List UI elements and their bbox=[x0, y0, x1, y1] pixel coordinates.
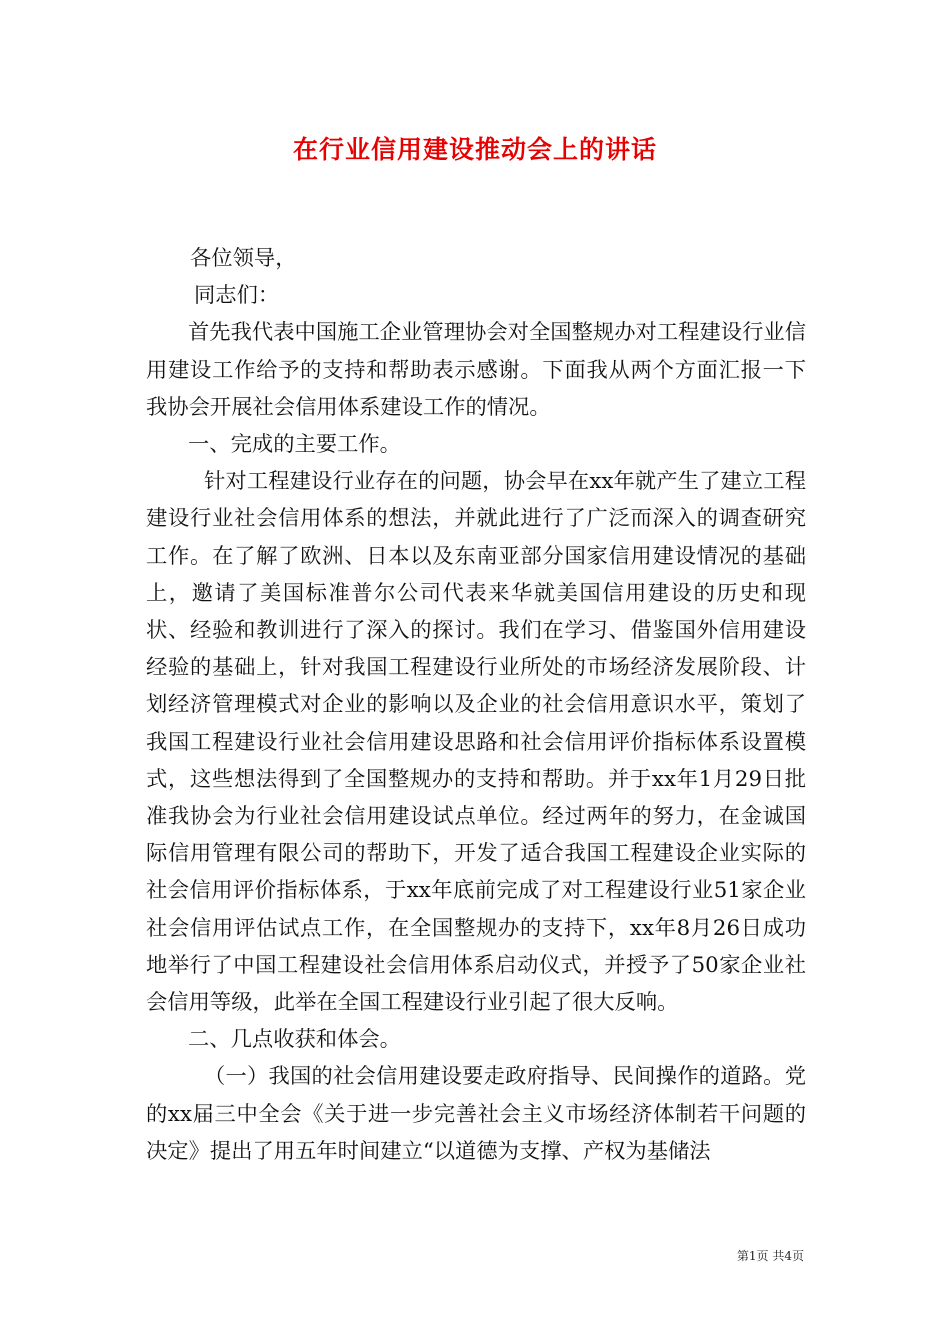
heading-section-2: 二、几点收获和体会。 bbox=[188, 1027, 401, 1053]
page-number: 第1页 共4页 bbox=[736, 1249, 804, 1263]
document-title: 在行业信用建设推动会上的讲话 bbox=[292, 135, 657, 164]
salutation-leaders: 各位领导， bbox=[190, 246, 297, 271]
document-body bbox=[146, 240, 806, 1170]
paragraph-intro: 首先我代表中国施工企业管理协会对全国整规办对工程建设行业信用建设工作给予的支持和帮助表示感谢。下面我从两个方面汇报一下我协会开展社会信用体系建设工作的情况。 bbox=[146, 320, 806, 420]
salutation-comrades: 同志们： bbox=[194, 283, 280, 309]
paragraph-section-1: 针对工程建设行业存在的问题，协会早在xx年就产生了建立工程建设行业社会信用体系的想法，并就此进行了广泛而深入的调查研究工作。在了解了欧洲、日本以及东南亚部分国家信用建设情况的基础上，邀请了美国标准普尔公司代表来华就美国信用建设的历史和现状、经验和教训进行了深入的探讨。我们在学习、借鉴国外信用建设经验的基础上，针对我国工程建设行业所处的市场经济发展阶段、计划经济管理模式对企业的影响以及企业的社会信用意识水平，策划了我国工程建设行业社会信用建设思路和社会信用评价指标体系设置模式，这些想法得到了全国整规办的支持和帮助。并于xx年1月29日批准我协会为行业社会信用建设试点单位。经过两年的努力，在金诚国际信用管理有限公司的帮助下，开发了适合我国工程建设企业实际的社会信用评价指标体系，于xx年底前完成了对工程建设行业51家企业社会信用评估试点工作，在全国整规办的支持下，xx年8月26日成功地举行了中国工程建设社会信用体系启动仪式，并授予了50家企业社会信用等级，此举在全国工程建设行业引起了很大反响。 bbox=[146, 469, 806, 1016]
heading-section-1: 一、完成的主要工作。 bbox=[188, 432, 401, 458]
paragraph-section-2-item-1: （一）我国的社会信用建设要走政府指导、民间操作的道路。党的xx届三中全会《关于进一步完善社会主义市场经济体制若干问题的决定》提出了用五年时间建立“以道德为支撑、产权为基储法 bbox=[146, 1064, 806, 1164]
